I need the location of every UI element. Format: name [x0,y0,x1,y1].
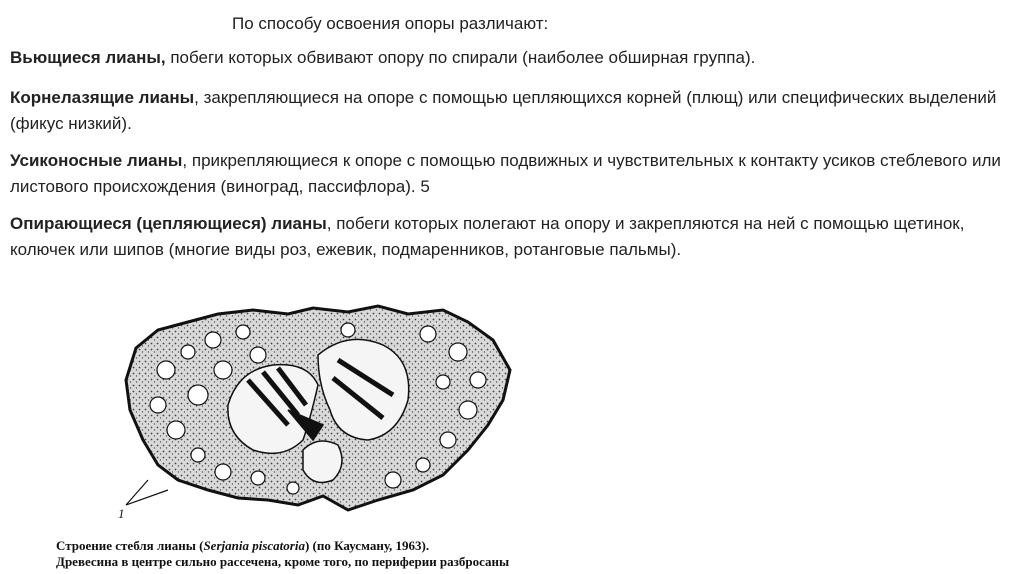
paragraph-scrambling-lianas [10,211,1015,263]
figure-label-1: 1 [118,506,125,521]
desc-root-climbing: , закрепляющиеся на опоре с помощью цепляющихся корней (плющ) или специфических выделений (фикус низкий). [10,88,997,133]
desc-tendril: , прикрепляющиеся к опоре с помощью подвижных и чувствительных к контакту усиков стеблевого или листового происхождения (виноград, пассифлора). 5 [10,151,1001,196]
caption-line-1: Строение стебля лианы (Serjania piscatoria) (по Каусману, 1963). [56,538,430,553]
caption-latin-name: Serjania piscatoria [203,538,305,553]
caption-line-2: Древесина в центре сильно рассечена, кроме того, по периферии разбросаны [56,554,510,569]
wood-lobe-bottom [303,441,342,482]
desc-twining: побеги которых обвивают опору по спирали (наиболее обширная группа). [165,48,756,67]
paragraph-root-climbing-lianas [10,85,1015,137]
stem-cross-section-illustration [48,300,628,536]
slide-heading: По способу освоения опоры различают: [232,14,549,33]
term-twining: Вьющиеся лианы, [10,48,166,67]
term-root-climbing: Корнелазящие лианы [10,88,195,107]
term-scrambling: Опирающиеся (цепляющиеся) лианы [10,214,327,233]
paragraph-twining-lianas [10,45,1015,71]
stem-cross-section-figure [48,300,628,574]
desc-scrambling: , побеги которых полегают на опору и закрепляются на ней с помощью щетинок, колючек или шипов (многие виды роз, ежевик, подмаренников, ротанговые пальмы). [10,214,965,259]
term-tendril: Усиконосные лианы [10,151,183,170]
paragraph-tendril-lianas [10,148,1015,200]
figure-caption [56,538,626,570]
